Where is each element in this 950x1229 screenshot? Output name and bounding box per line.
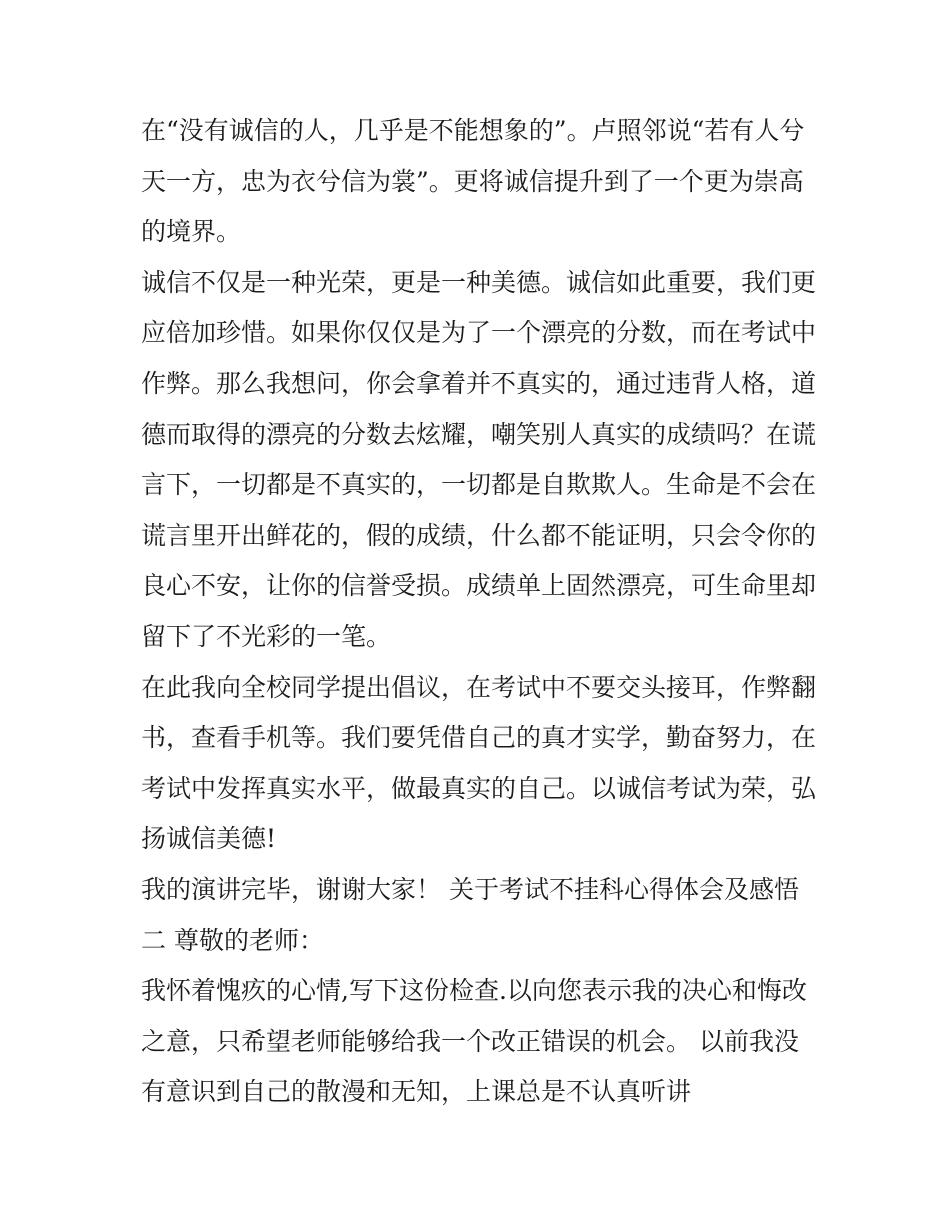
text-line: 书，查看手机等。我们要凭借自己的真才实学，勤奋努力，在 — [141, 723, 817, 753]
text-line: 扬诚信美德! — [141, 824, 277, 854]
text-line: 留下了不光彩的一笔。 — [141, 621, 392, 651]
text-line: 德而取得的漂亮的分数去炫耀，嘲笑别人真实的成绩吗？在谎 — [141, 419, 817, 449]
text-line: 天一方，忠为衣兮信为裳”。更将诚信提升到了一个更为崇高 — [141, 166, 804, 196]
body-text — [141, 106, 821, 1118]
text-line: 有意识到自己的散漫和无知，上课总是不认真听讲 — [141, 1077, 692, 1107]
text-line: 我的演讲完毕，谢谢大家！ 关于考试不挂科心得体会及感悟 — [141, 874, 799, 904]
text-line: 诚信不仅是一种光荣，更是一种美德。诚信如此重要，我们更 — [141, 267, 817, 297]
text-line: 在“没有诚信的人，几乎是不能想象的”。卢照邻说“若有人兮 — [141, 116, 805, 145]
text-line: 言下，一切都是不真实的，一切都是自欺欺人。生命是不会在 — [141, 470, 817, 500]
text-line: 二 尊敬的老师： — [141, 925, 324, 955]
text-line: 在此我向全校同学提出倡议，在考试中不要交头接耳，作弊翻 — [141, 672, 817, 702]
text-line: 作弊。那么我想问，你会拿着并不真实的，通过违背人格，道 — [141, 368, 817, 398]
text-line: 考试中发挥真实水平，做最真实的自己。以诚信考试为荣，弘 — [141, 773, 817, 803]
text-line: 我怀着愧疚的心情,写下这份检查.以向您表示我的决心和悔改 — [141, 976, 807, 1006]
text-line: 的境界。 — [141, 217, 242, 247]
text-line: 谎言里开出鲜花的，假的成绩，什么都不能证明，只会令你的 — [141, 520, 817, 550]
text-line: 之意，只希望老师能够给我一个改正错误的机会。 以前我没 — [141, 1026, 799, 1056]
text-line: 应倍加珍惜。如果你仅仅是为了一个漂亮的分数，而在考试中 — [141, 318, 817, 348]
text-line: 良心不安，让你的信誉受损。成绩单上固然漂亮，可生命里却 — [141, 571, 817, 601]
